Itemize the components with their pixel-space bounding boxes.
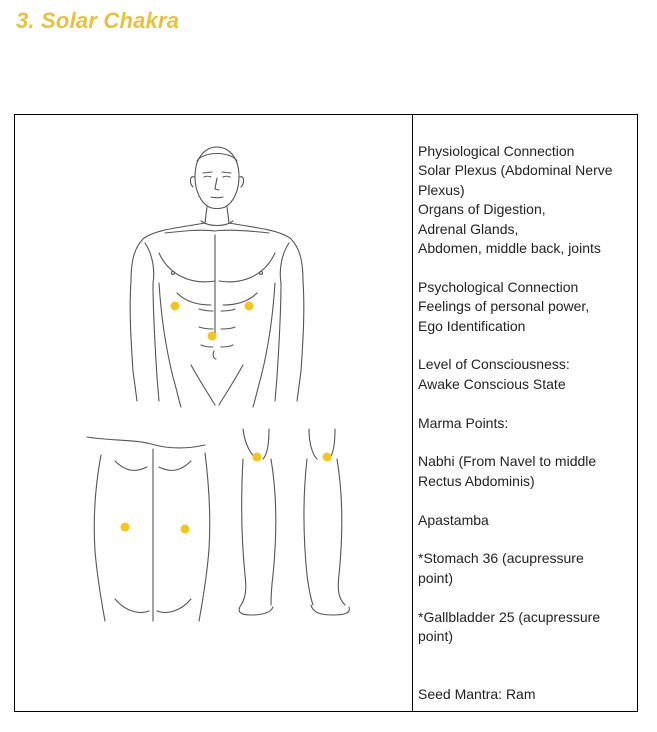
- physiological-title: Physiological Connection: [418, 143, 575, 159]
- seed-mantra: Seed Mantra: Ram: [418, 686, 536, 703]
- consciousness-title: Level of Consciousness:: [418, 356, 570, 373]
- physiological-line: Solar Plexus (Abdominal Nerve: [418, 162, 613, 179]
- stomach-line: *Stomach 36 (acupressure: [418, 550, 584, 567]
- anatomy-illustration: [15, 115, 412, 711]
- marma-point-chest-left: [171, 302, 180, 311]
- stomach-section: [418, 549, 631, 588]
- marma-title-section: [418, 414, 631, 433]
- physiological-line: Plexus): [418, 181, 465, 198]
- marma-point-back-left: [121, 523, 130, 532]
- marma-point-leg-right: [323, 453, 332, 462]
- page-heading: 3. Solar Chakra: [16, 8, 180, 33]
- physiological-line: Abdomen, middle back, joints: [418, 240, 601, 257]
- chakra-table: [14, 114, 638, 712]
- front-torso-figure: [130, 147, 304, 407]
- nabhi-line: Nabhi (From Navel to middle: [418, 453, 597, 470]
- gallbladder-line: *Gallbladder 25 (acupressure: [418, 608, 601, 625]
- gallbladder-line: point): [418, 628, 454, 645]
- physiological-line: Organs of Digestion,: [418, 201, 546, 218]
- marma-title: Marma Points:: [418, 414, 509, 431]
- stomach-line: point): [418, 569, 454, 586]
- seed-mantra-section: [418, 685, 631, 704]
- nabhi-line: Rectus Abdominis): [418, 472, 535, 489]
- marma-point-leg-left: [253, 453, 262, 462]
- consciousness-value: Awake Conscious State: [418, 375, 566, 392]
- marma-point-navel: [208, 332, 217, 341]
- gallbladder-section: [418, 608, 631, 647]
- apastamba-section: [418, 511, 631, 530]
- back-figure: [87, 437, 210, 621]
- nabhi-section: [418, 452, 631, 491]
- physiological-section: [418, 142, 631, 258]
- psychological-line: Feelings of personal power,: [418, 298, 590, 315]
- psychological-line: Ego Identification: [418, 317, 526, 334]
- marma-point-chest-right: [245, 302, 254, 311]
- psychological-title: Psychological Connection: [418, 278, 579, 295]
- illustration-cell: [15, 115, 413, 711]
- apastamba-text: Apastamba: [418, 511, 489, 528]
- physiological-line: Adrenal Glands,: [418, 220, 519, 237]
- consciousness-section: [418, 355, 631, 394]
- info-cell: [413, 115, 637, 711]
- marma-point-back-right: [181, 525, 190, 534]
- psychological-section: [418, 278, 631, 336]
- marma-point-markers: [121, 302, 332, 534]
